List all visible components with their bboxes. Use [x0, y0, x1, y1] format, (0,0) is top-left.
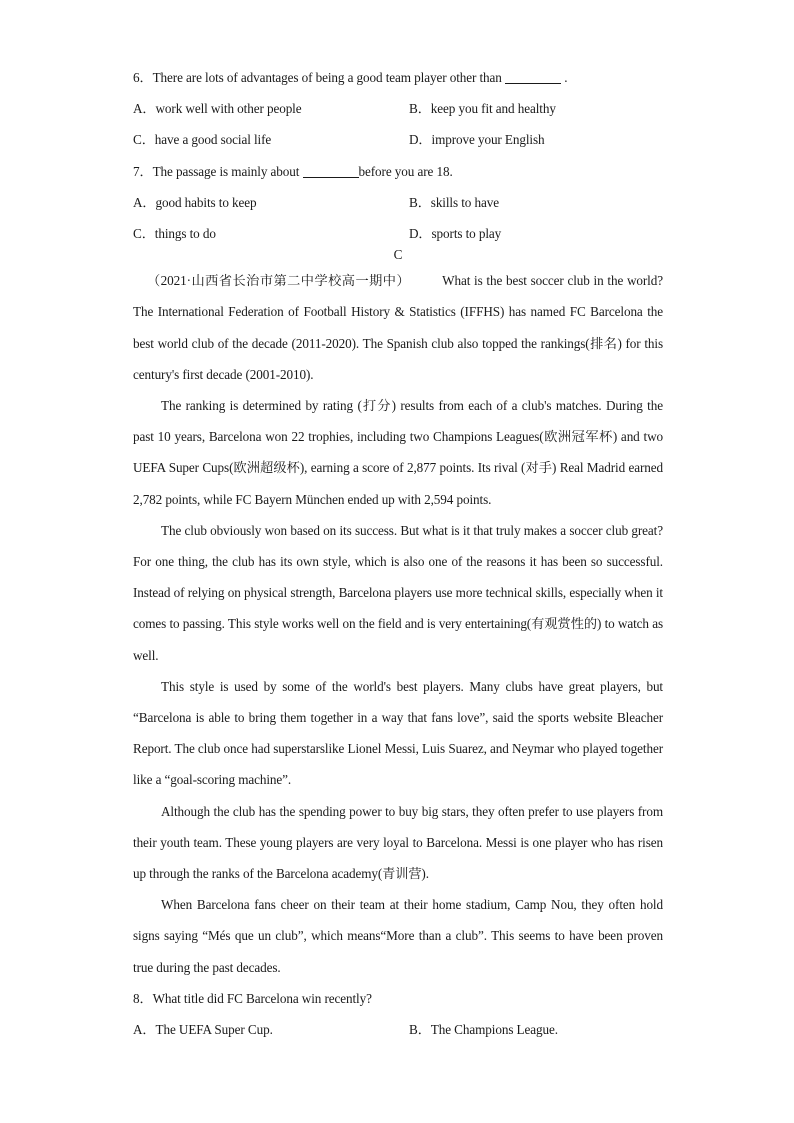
- option-a: A．The UEFA Super Cup.: [133, 1021, 273, 1037]
- source-tag: （2021·山西省长治市第二中学校高一期中）: [147, 273, 411, 289]
- option-d: D．sports to play: [409, 225, 502, 241]
- passage-paragraph-4: This style is used by some of the world's best players. Many clubs have great players, but “Barcelona is able to bring them together in a way that fans love”, said the sports website Bleacher Report. The club once had superstarslike Lionel Messi, Luis Suarez, and Neymar who played together like a “goal-scoring machine”.: [133, 678, 663, 788]
- option-a: A．good habits to keep: [133, 194, 257, 210]
- question-6-text: 6．There are lots of advantages of being a good team player other than: [133, 70, 502, 85]
- passage-paragraph-1: [133, 265, 663, 390]
- question-7-text: 7．The passage is mainly about: [133, 163, 300, 179]
- option-b: B．keep you fit and healthy: [409, 101, 556, 117]
- passage-paragraph-2: The ranking is determined by rating (打分) results from each of a club's matches. During the past 10 years, Barcelona won 22 trophies, including two Champions Leagues(欧洲冠军杯) and two UEFA Super Cups(欧洲超级杯), earning a score of 2,877 points. Its rival (对手) Real Madrid earned 2,782 points, while FC Bayern München ended up with 2,594 points.: [133, 397, 663, 507]
- answer-blank: [303, 163, 359, 178]
- passage-paragraph-3: The club obviously won based on its success. But what is it that truly makes a soccer club great? For one thing, the club has its own style, which is also one of the reasons it has been so successful. Instead of relying on physical strength, Barcelona players use more technical skills, especially when it comes to passing. This style works well on the field and is very entertaining(有观赏性的) to watch as well.: [133, 522, 663, 663]
- option-b: B．skills to have: [409, 194, 499, 210]
- document-page: [133, 62, 663, 1045]
- option-d: D．improve your English: [409, 132, 545, 148]
- question-7-options-row-1: [133, 187, 663, 218]
- question-8-options-row-1: [133, 1014, 663, 1045]
- passage-paragraph-5: Although the club has the spending power to buy big stars, they often prefer to use players from their youth team. These young players are very loyal to Barcelona. Messi is one player who has risen up through the ranks of the Barcelona academy(青训营).: [133, 803, 663, 881]
- question-8-stem: 8．What title did FC Barcelona win recently?: [133, 990, 372, 1006]
- paragraph-text: What is the best soccer club in the world? The International Federation of Football History & Statistics (IFFHS) has named FC Barcelona the best world club of the decade (2011-2020). The Spanish club also topped the rankings(排名) for this century's first decade (2001-2010).: [133, 273, 663, 382]
- option-c: C．have a good social life: [133, 132, 272, 148]
- question-6-stem: [133, 62, 663, 93]
- question-7-stem: [133, 156, 663, 187]
- question-6-end: .: [564, 70, 568, 85]
- option-a: A．work well with other people: [133, 101, 302, 117]
- question-7-options-row-2: [133, 218, 663, 249]
- question-6-options-row-2: [133, 124, 663, 155]
- option-c: C．things to do: [133, 225, 216, 241]
- question-7-end: before you are 18.: [358, 163, 453, 179]
- question-6-options-row-1: [133, 93, 663, 124]
- section-label: C: [393, 247, 403, 263]
- option-b: B．The Champions League.: [409, 1021, 558, 1037]
- passage-paragraph-6: When Barcelona fans cheer on their team at their home stadium, Camp Nou, they often hold signs saying “Més que un club”, which means“More than a club”. This seems to have been proven true during the past decades.: [133, 897, 663, 975]
- answer-blank: [505, 69, 561, 84]
